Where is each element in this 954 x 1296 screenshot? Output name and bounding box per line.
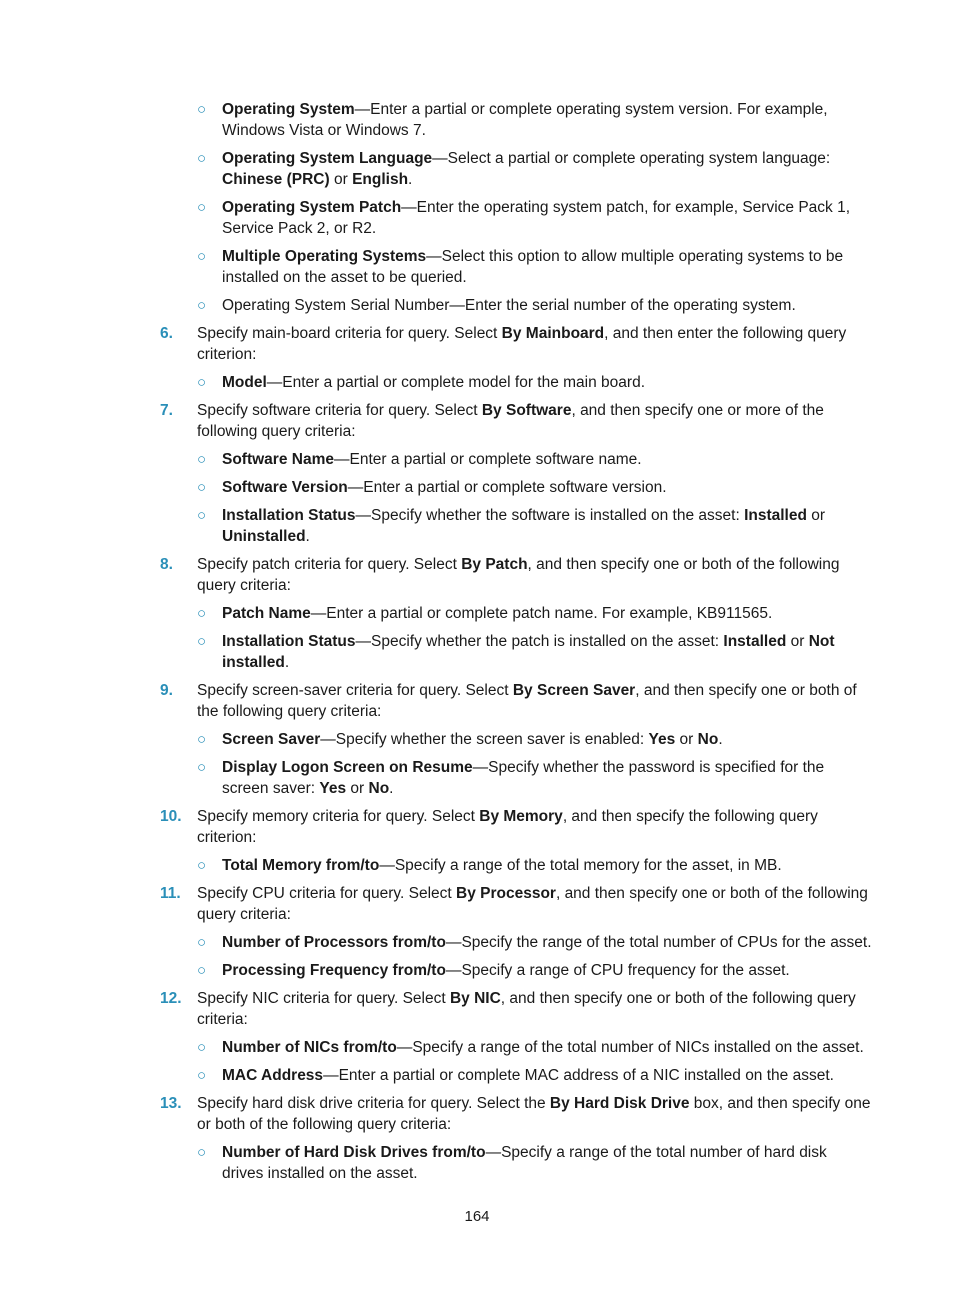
bold-term: Installed	[723, 633, 787, 650]
circle-bullet-icon: ○	[197, 150, 207, 167]
text-run: —Enter a partial or complete model for the main board.	[266, 374, 645, 391]
bold-term: English	[352, 171, 409, 188]
circle-bullet-icon: ○	[197, 759, 207, 776]
bold-term: Yes	[648, 731, 676, 748]
text-run: —Enter a partial or complete operating system version. For example, Windows Vista or Windows 7.	[222, 101, 828, 139]
numbered-step	[160, 400, 872, 442]
text-run: —Enter a partial or complete software version.	[347, 479, 667, 496]
sub-bullet-item	[197, 372, 872, 393]
bold-term: Chinese (PRC)	[222, 171, 330, 188]
circle-bullet-icon: ○	[197, 297, 207, 314]
sub-bullet-item	[197, 1037, 872, 1058]
sub-bullet-item	[197, 477, 872, 498]
step-number: 11.	[160, 885, 181, 902]
text-run: or	[786, 633, 809, 650]
sub-bullet-item	[197, 729, 872, 750]
bold-term: By NIC	[449, 990, 501, 1007]
text-run: Operating System Serial Number—Enter the serial number of the operating system.	[222, 297, 796, 314]
numbered-step	[160, 1093, 872, 1135]
circle-bullet-icon: ○	[197, 1067, 207, 1084]
text-run: Specify hard disk drive criteria for query. Select the	[197, 1095, 550, 1112]
text-run: .	[305, 528, 310, 545]
text-run: , and then enter the following query criterion:	[197, 325, 847, 363]
text-run: box, and then specify one or both of the following query criteria:	[197, 1095, 871, 1133]
step-number: 6.	[160, 325, 173, 342]
bold-term: Total Memory from/to	[222, 857, 380, 874]
circle-bullet-icon: ○	[197, 605, 207, 622]
text-run: , and then specify one or more of the following query criteria:	[197, 402, 824, 440]
text-run: , and then specify one or both of the following query criteria:	[197, 682, 857, 720]
text-run: Specify screen-saver criteria for query. Select	[197, 682, 513, 699]
bold-term: Operating System Language	[222, 150, 433, 167]
bold-term: Installation Status	[222, 633, 356, 650]
circle-bullet-icon: ○	[197, 248, 207, 265]
text-run: Specify memory criteria for query. Select	[197, 808, 480, 825]
text-run: .	[408, 171, 413, 188]
bold-term: By Processor	[456, 885, 556, 902]
step-number: 9.	[160, 682, 173, 699]
bold-term: Patch Name	[222, 605, 311, 622]
sub-bullet-item	[197, 505, 872, 547]
bold-term: By Memory	[479, 808, 563, 825]
bold-term: Software Name	[222, 451, 334, 468]
circle-bullet-icon: ○	[197, 857, 207, 874]
text-run: —Enter a partial or complete MAC address of a NIC installed on the asset.	[323, 1067, 834, 1084]
document-body	[0, 99, 954, 1191]
text-run: —Specify a range of CPU frequency for the asset.	[445, 962, 790, 979]
text-run: —Enter a partial or complete software name.	[333, 451, 642, 468]
bold-term: Multiple Operating Systems	[222, 248, 427, 265]
sub-bullet-item	[197, 246, 872, 288]
text-run: or	[346, 780, 369, 797]
circle-bullet-icon: ○	[197, 479, 207, 496]
numbered-step	[160, 680, 872, 722]
bold-term: Number of Hard Disk Drives from/to	[222, 1144, 486, 1161]
bold-term: Screen Saver	[222, 731, 321, 748]
text-run: or	[806, 507, 826, 524]
sub-bullet-item	[197, 631, 872, 673]
circle-bullet-icon: ○	[197, 1039, 207, 1056]
circle-bullet-icon: ○	[197, 962, 207, 979]
text-run: —Specify the range of the total number of CPUs for the asset.	[445, 934, 872, 951]
circle-bullet-icon: ○	[197, 451, 207, 468]
text-run: —Specify whether the software is installed on the asset:	[355, 507, 745, 524]
page-number: 164	[464, 1208, 490, 1225]
text-run: —Select this option to allow multiple operating systems to be installed on the asset to be queried.	[222, 248, 844, 286]
sub-bullet-item	[197, 1065, 872, 1086]
circle-bullet-icon: ○	[197, 934, 207, 951]
step-number: 8.	[160, 556, 173, 573]
bold-term: Number of Processors from/to	[222, 934, 446, 951]
bold-term: No	[697, 731, 719, 748]
text-run: .	[389, 780, 394, 797]
bold-term: Software Version	[222, 479, 348, 496]
bold-term: By Mainboard	[501, 325, 605, 342]
text-run: .	[284, 654, 290, 671]
numbered-step	[160, 806, 872, 848]
text-run: —Select a partial or complete operating system language:	[432, 150, 831, 167]
text-run: , and then specify one or both of the following query criteria:	[197, 556, 840, 594]
sub-bullet-item	[197, 960, 872, 981]
circle-bullet-icon: ○	[197, 633, 207, 650]
circle-bullet-icon: ○	[197, 199, 207, 216]
bold-term: Uninstalled	[222, 528, 306, 545]
bold-term: Number of NICs from/to	[222, 1039, 397, 1056]
text-run: —Specify a range of the total number of NICs installed on the asset.	[396, 1039, 864, 1056]
text-run: —Specify whether the screen saver is enabled:	[320, 731, 649, 748]
sub-bullet-item	[197, 757, 872, 799]
bold-term: Yes	[319, 780, 347, 797]
bold-term: Operating System	[222, 101, 355, 118]
numbered-step	[160, 988, 872, 1030]
bold-term: By Software	[481, 402, 572, 419]
step-number: 10.	[160, 808, 182, 825]
sub-bullet-item	[197, 603, 872, 624]
step-number: 12.	[160, 990, 182, 1007]
step-number: 7.	[160, 402, 173, 419]
circle-bullet-icon: ○	[197, 507, 207, 524]
text-run: —Specify whether the patch is installed on the asset:	[355, 633, 724, 650]
numbered-step	[160, 323, 872, 365]
circle-bullet-icon: ○	[197, 731, 207, 748]
bold-term: By Patch	[461, 556, 528, 573]
step-number: 13.	[160, 1095, 182, 1112]
circle-bullet-icon: ○	[197, 1144, 207, 1161]
bold-term: MAC Address	[222, 1067, 324, 1084]
numbered-step	[160, 554, 872, 596]
text-run: Specify software criteria for query. Select	[197, 402, 482, 419]
bold-term: Installation Status	[222, 507, 356, 524]
bold-term: No	[368, 780, 390, 797]
circle-bullet-icon: ○	[197, 374, 207, 391]
sub-bullet-item	[197, 148, 872, 190]
bold-term: By Hard Disk Drive	[549, 1095, 690, 1112]
text-run: —Specify a range of the total memory for the asset, in MB.	[379, 857, 782, 874]
text-run: —Specify whether the password is specified for the screen saver:	[222, 759, 825, 797]
circle-bullet-icon: ○	[197, 101, 207, 118]
text-run: —Enter a partial or complete patch name. For example, KB911565.	[310, 605, 773, 622]
text-run: Specify main-board criteria for query. Select	[197, 325, 502, 342]
text-run: Specify NIC criteria for query. Select	[197, 990, 450, 1007]
bold-term: Display Logon Screen on Resume	[222, 759, 473, 776]
numbered-step	[160, 883, 872, 925]
text-run: , and then specify one or both of the following query criteria:	[197, 990, 856, 1028]
text-run: Specify patch criteria for query. Select	[197, 556, 462, 573]
bold-term: Operating System Patch	[222, 199, 402, 216]
sub-bullet-item	[197, 295, 872, 316]
sub-bullet-item	[197, 1142, 872, 1184]
bold-term: By Screen Saver	[512, 682, 636, 699]
text-run: , and then specify the following query criterion:	[197, 808, 818, 846]
text-run: or	[329, 171, 353, 188]
sub-bullet-item	[197, 99, 872, 141]
text-run: Specify CPU criteria for query. Select	[197, 885, 456, 902]
sub-bullet-item	[197, 855, 872, 876]
text-run: or	[675, 731, 698, 748]
text-run: —Specify a range of the total number of hard disk drives installed on the asset.	[222, 1144, 827, 1182]
sub-bullet-item	[197, 197, 872, 239]
sub-bullet-item	[197, 932, 872, 953]
bold-term: Model	[222, 374, 267, 391]
bold-term: Processing Frequency from/to	[222, 962, 446, 979]
bold-term: Installed	[744, 507, 807, 524]
text-run: , and then specify one or both of the following query criteria:	[197, 885, 868, 923]
text-run: .	[718, 731, 723, 748]
bold-term: Not installed	[222, 633, 835, 671]
sub-bullet-item	[197, 449, 872, 470]
text-run: —Enter the operating system patch, for example, Service Pack 1, Service Pack 2, or R2.	[222, 199, 851, 237]
